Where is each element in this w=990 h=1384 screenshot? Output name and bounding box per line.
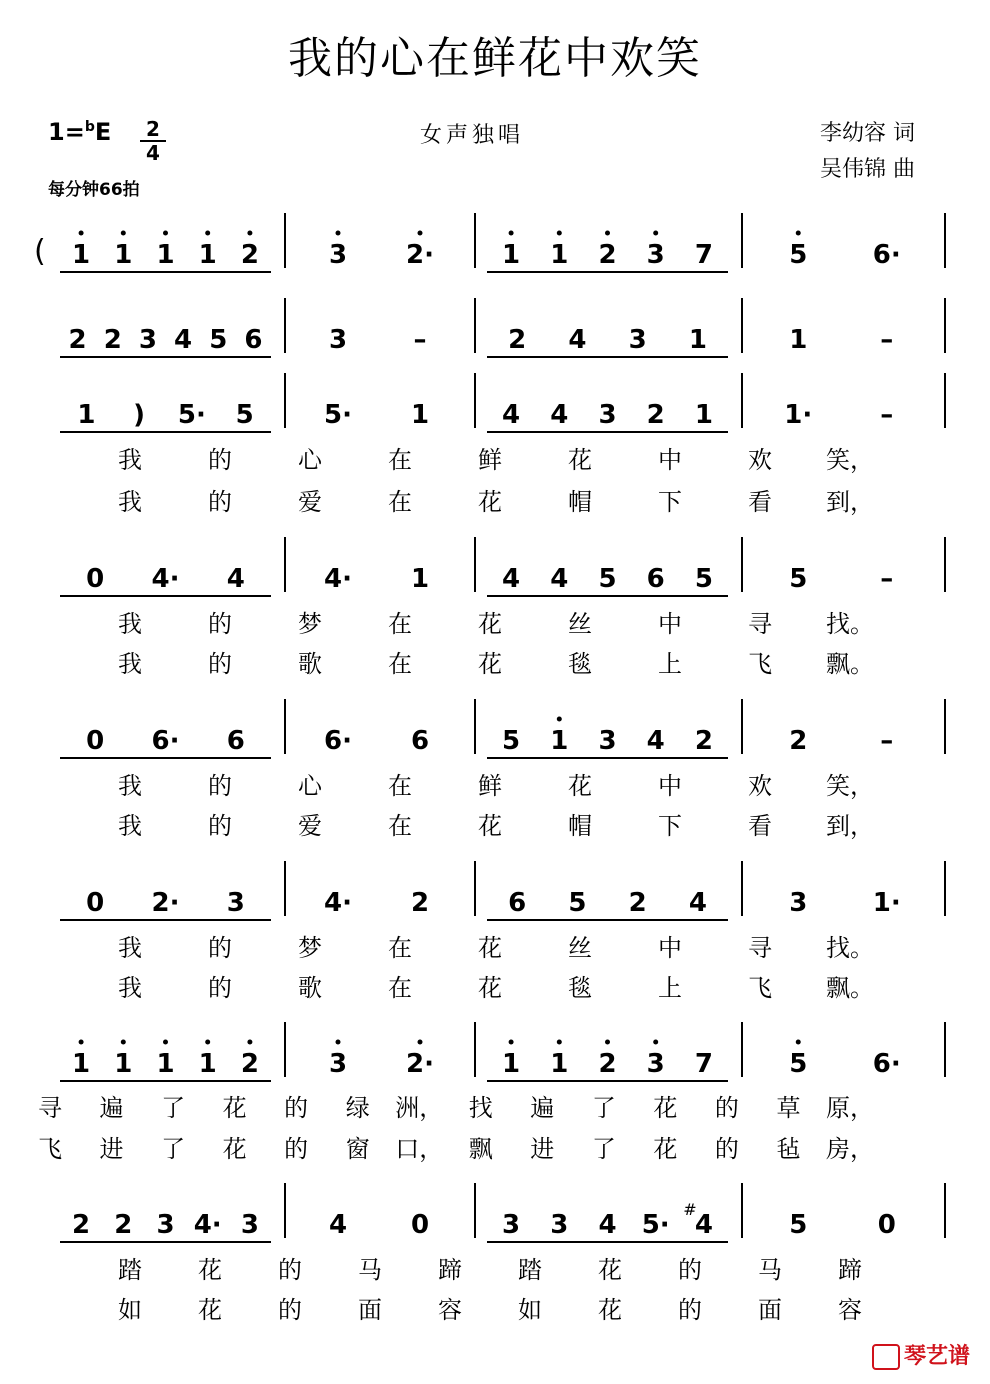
note: 1	[550, 240, 569, 270]
note: 4	[568, 325, 587, 355]
note: 2	[240, 1049, 259, 1079]
performance-note: 女声独唱	[420, 123, 525, 148]
note: 0	[86, 564, 105, 594]
note: 2	[598, 240, 617, 270]
octave-dot	[336, 231, 341, 236]
note: 5	[694, 564, 713, 594]
lyric-char: 洲，	[395, 1094, 444, 1122]
lyric-char: 在	[388, 610, 412, 638]
lyric-char: 花	[222, 1094, 247, 1122]
lyric-char: 我	[118, 650, 142, 678]
lyric-char: 歌	[298, 974, 322, 1002]
lyric-char: 的	[208, 650, 232, 678]
lyric-char: 在	[388, 446, 412, 474]
lyric-char: 容	[838, 1296, 862, 1324]
octave-dot	[605, 1040, 610, 1045]
lyric-char: 看	[748, 812, 772, 840]
logo-icon	[872, 1344, 900, 1370]
lyric-char: 心	[298, 446, 322, 474]
lyric-char: 在	[388, 934, 412, 962]
note: 3	[598, 400, 617, 430]
note: 2	[103, 325, 122, 355]
note: 4	[694, 1210, 713, 1240]
lyricist-credit: 李幼容 词	[820, 121, 915, 146]
lyric-char: 的	[278, 1256, 302, 1284]
lyric-char: 我	[118, 446, 142, 474]
note: 6·	[324, 726, 352, 756]
lyric-char: 口，	[395, 1135, 444, 1163]
octave-dot	[557, 1040, 562, 1045]
note: –	[880, 325, 894, 355]
lyric-char: 笑，	[826, 772, 874, 800]
lyric-char: 的	[284, 1094, 309, 1122]
lyric-char: 容	[438, 1296, 462, 1324]
note: 6	[226, 726, 245, 756]
lyric-char: 的	[714, 1094, 739, 1122]
note: –	[880, 400, 894, 430]
note: 1	[550, 726, 569, 756]
octave-dot	[121, 231, 126, 236]
lyric-char: 下	[658, 812, 682, 840]
lyric-char: 遍	[99, 1094, 124, 1122]
octave-dot	[418, 1040, 423, 1045]
lyric-char: 花	[478, 934, 502, 962]
note: 5	[502, 726, 521, 756]
lyric-char: 飞	[748, 974, 772, 1002]
note: 4·	[324, 888, 352, 918]
flat-sign: b	[84, 119, 95, 135]
note: 4	[646, 726, 665, 756]
octave-dot	[418, 231, 423, 236]
lyric-char: 找。	[826, 934, 874, 962]
note: 3	[646, 1049, 665, 1079]
note: 3	[138, 325, 157, 355]
lyric-char: 花	[598, 1296, 622, 1324]
note: 4	[688, 888, 707, 918]
octave-dot	[79, 1040, 84, 1045]
lyric-char: 飞	[748, 650, 772, 678]
lyric-char: 花	[478, 974, 502, 1002]
note: 4	[550, 400, 569, 430]
lyric-char: 进	[530, 1135, 555, 1163]
lyric-char: 飘。	[826, 650, 874, 678]
note: 3	[328, 1049, 348, 1079]
octave-dot	[247, 1040, 252, 1045]
note: 5	[209, 325, 228, 355]
note: 1	[694, 400, 713, 430]
lyric-char: 花	[598, 1256, 622, 1284]
lyric-char: 马	[758, 1256, 782, 1284]
lyric-char: 毯	[568, 974, 592, 1002]
note: 3	[328, 325, 348, 355]
lyric-char: 花	[653, 1135, 678, 1163]
lyric-char: 中	[658, 772, 682, 800]
note: 2	[410, 888, 430, 918]
note: 1	[156, 1049, 175, 1079]
octave-dot	[121, 1040, 126, 1045]
note: 1	[789, 325, 808, 355]
lyric-char: 我	[118, 772, 142, 800]
lyric-char: 毯	[568, 650, 592, 678]
lyric-char: 我	[118, 488, 142, 516]
lyric-char: 心	[298, 772, 322, 800]
open-paren: (	[34, 234, 46, 269]
site-logo	[872, 1339, 970, 1370]
tempo-marking: 每分钟66拍	[48, 180, 140, 200]
lyric-char: 马	[358, 1256, 382, 1284]
lyric-char: 的	[278, 1296, 302, 1324]
lyric-char: 找	[468, 1094, 493, 1122]
octave-dot	[205, 1040, 210, 1045]
octave-dot	[557, 717, 562, 722]
lyric-char: 进	[99, 1135, 124, 1163]
note: 1	[550, 1049, 569, 1079]
lyric-char: 看	[748, 488, 772, 516]
note: 5·	[324, 400, 352, 430]
note: 1·	[872, 888, 901, 918]
lyric-char: 在	[388, 488, 412, 516]
note: 1	[410, 400, 430, 430]
lyric-char: 丝	[568, 610, 592, 638]
note: 7	[694, 1049, 713, 1079]
note: 3	[789, 888, 808, 918]
note: 6	[646, 564, 665, 594]
key-prefix: 1=	[48, 118, 85, 146]
lyric-char: 寻	[748, 934, 772, 962]
note: 2·	[151, 888, 180, 918]
octave-dot	[509, 231, 514, 236]
lyric-char: 的	[208, 974, 232, 1002]
octave-dot	[653, 1040, 658, 1045]
note: 2·	[406, 240, 434, 270]
lyric-char: 爱	[298, 488, 322, 516]
lyric-char: 在	[388, 650, 412, 678]
note: 2	[694, 726, 713, 756]
lyric-char: 我	[118, 974, 142, 1002]
lyric-char: 的	[714, 1135, 739, 1163]
octave-dot	[336, 1040, 341, 1045]
note: 0	[410, 1210, 430, 1240]
note: 6·	[872, 240, 901, 270]
note: 3	[598, 726, 617, 756]
note: 4·	[193, 1210, 222, 1240]
note: 1	[502, 240, 521, 270]
note: 2	[68, 325, 87, 355]
note: 2	[114, 1210, 133, 1240]
lyric-char: 鲜	[478, 446, 502, 474]
lyric-char: 了	[161, 1135, 186, 1163]
lyric-char: 到，	[826, 488, 874, 516]
lyric-char: 丝	[568, 934, 592, 962]
note: 5	[235, 400, 254, 430]
octave-dot	[557, 231, 562, 236]
lyric-char: 飘	[468, 1135, 493, 1163]
note: 1	[502, 1049, 521, 1079]
octave-dot	[247, 231, 252, 236]
lyric-char: 毡	[776, 1135, 801, 1163]
lyric-char: 梦	[298, 610, 322, 638]
note: 5·	[177, 400, 206, 430]
lyric-char: 原，	[826, 1094, 874, 1122]
octave-dot	[796, 1040, 801, 1045]
lyric-char: 花	[478, 650, 502, 678]
note: 5	[789, 564, 808, 594]
lyric-char: 绿	[345, 1094, 370, 1122]
lyric-char: 的	[678, 1296, 702, 1324]
lyric-char: 帽	[568, 488, 592, 516]
lyric-char: 鲜	[478, 772, 502, 800]
time-signature-bottom: 4	[146, 141, 160, 165]
note: 3	[646, 240, 665, 270]
lyric-char: 我	[118, 934, 142, 962]
note: 1	[72, 240, 91, 270]
note: 6	[410, 726, 430, 756]
lyric-char: 了	[591, 1135, 616, 1163]
note: 0	[86, 726, 105, 756]
lyric-char: 在	[388, 772, 412, 800]
lyric-char: 蹄	[838, 1256, 862, 1284]
note: 4	[598, 1210, 617, 1240]
lyric-char: 花	[653, 1094, 678, 1122]
note: 5	[789, 1049, 808, 1079]
lyric-char: 飘。	[826, 974, 874, 1002]
note: –	[413, 325, 427, 355]
lyric-char: 房，	[826, 1135, 874, 1163]
key-note: E	[94, 118, 112, 146]
lyric-char: 到，	[826, 812, 874, 840]
note: 6	[508, 888, 527, 918]
note: 1	[198, 1049, 217, 1079]
note: 5·	[641, 1210, 670, 1240]
note: 4	[174, 325, 193, 355]
lyric-char: 下	[658, 488, 682, 516]
lyric-char: 在	[388, 974, 412, 1002]
lyric-char: 欢	[748, 446, 772, 474]
lyric-char: 花	[478, 812, 502, 840]
lyric-char: 面	[758, 1296, 782, 1324]
note: 3	[156, 1210, 175, 1240]
note: 3	[628, 325, 647, 355]
note: 1	[198, 240, 217, 270]
octave-dot	[163, 231, 168, 236]
note: 1	[72, 1049, 91, 1079]
lyric-char: 爱	[298, 812, 322, 840]
lyric-char: 帽	[568, 812, 592, 840]
note: 4	[502, 564, 521, 594]
note: 2	[598, 1049, 617, 1079]
note: 4	[226, 564, 245, 594]
note: –	[880, 564, 894, 594]
lyric-char: 遍	[530, 1094, 555, 1122]
lyric-char: 的	[208, 812, 232, 840]
lyric-char: 踏	[118, 1256, 142, 1284]
octave-dot	[79, 231, 84, 236]
note: 2	[508, 325, 527, 355]
sharp-sign: #	[683, 1200, 697, 1219]
note: 2	[628, 888, 647, 918]
lyric-char: 窗	[345, 1135, 370, 1163]
lyric-char: 草	[776, 1094, 801, 1122]
lyric-char: 的	[284, 1135, 309, 1163]
note: 0	[877, 1210, 896, 1240]
lyric-char: 如	[518, 1296, 542, 1324]
lyric-char: 寻	[748, 610, 772, 638]
note: 2·	[406, 1049, 434, 1079]
note: 5	[789, 240, 808, 270]
note: 3	[502, 1210, 521, 1240]
note: 5	[568, 888, 587, 918]
note: 3	[240, 1210, 259, 1240]
lyric-char: 飞	[38, 1135, 62, 1163]
lyric-char: 找。	[826, 610, 874, 638]
note: 0	[86, 888, 105, 918]
octave-dot	[796, 231, 801, 236]
note: 1	[114, 1049, 133, 1079]
lyric-char: 如	[118, 1296, 142, 1324]
note: 2	[789, 726, 808, 756]
octave-dot	[653, 231, 658, 236]
lyric-char: 在	[388, 812, 412, 840]
note: 6·	[872, 1049, 901, 1079]
note: 2	[646, 400, 665, 430]
note: 3	[328, 240, 348, 270]
lyric-char: 的	[208, 610, 232, 638]
lyric-char: 中	[658, 446, 682, 474]
octave-dot	[605, 231, 610, 236]
note: 4	[550, 564, 569, 594]
lyric-char: 的	[208, 772, 232, 800]
lyric-char: 蹄	[438, 1256, 462, 1284]
lyric-char: 了	[591, 1094, 616, 1122]
lyric-char: 踏	[518, 1256, 542, 1284]
octave-dot	[163, 1040, 168, 1045]
lyric-char: 寻	[38, 1094, 62, 1122]
note: 3	[226, 888, 245, 918]
note: 6·	[151, 726, 180, 756]
note: 1·	[784, 400, 813, 430]
note: 4	[328, 1210, 348, 1240]
note: 6	[244, 325, 263, 355]
note: 1	[114, 240, 133, 270]
lyric-char: 花	[198, 1296, 222, 1324]
lyric-char: 中	[658, 610, 682, 638]
lyric-char: 梦	[298, 934, 322, 962]
note: 1	[156, 240, 175, 270]
composer-credit: 吴伟锦 曲	[820, 157, 915, 182]
lyric-char: 的	[208, 446, 232, 474]
logo-text: 琴艺谱	[903, 1344, 970, 1369]
note: 2	[240, 240, 259, 270]
lyric-char: 花	[568, 772, 592, 800]
note: 2	[72, 1210, 91, 1240]
lyric-char: 的	[678, 1256, 702, 1284]
lyric-char: 笑，	[826, 446, 874, 474]
page-title: 我的心在鲜花中欢笑	[288, 33, 702, 84]
lyric-char: 花	[478, 488, 502, 516]
note: 5	[598, 564, 617, 594]
lyric-char: 歌	[298, 650, 322, 678]
lyric-char: 我	[118, 610, 142, 638]
lyric-char: 面	[358, 1296, 382, 1324]
note: )	[133, 400, 146, 430]
lyric-char: 的	[208, 488, 232, 516]
note: 4	[502, 400, 521, 430]
note: 1	[410, 564, 430, 594]
note: 4·	[324, 564, 352, 594]
lyric-char: 欢	[748, 772, 772, 800]
lyric-char: 中	[658, 934, 682, 962]
note: –	[880, 726, 894, 756]
note: 4·	[151, 564, 180, 594]
note: 5	[789, 1210, 808, 1240]
time-signature-top: 2	[140, 118, 166, 142]
octave-dot	[509, 1040, 514, 1045]
lyric-char: 花	[222, 1135, 247, 1163]
note: 1	[77, 400, 96, 430]
octave-dot	[205, 231, 210, 236]
note: 3	[550, 1210, 569, 1240]
lyric-char: 花	[478, 610, 502, 638]
note: 1	[688, 325, 707, 355]
lyric-char: 的	[208, 934, 232, 962]
lyric-char: 上	[658, 650, 682, 678]
lyric-char: 上	[658, 974, 682, 1002]
note: 7	[694, 240, 713, 270]
lyric-char: 花	[568, 446, 592, 474]
lyric-char: 我	[118, 812, 142, 840]
lyric-char: 花	[198, 1256, 222, 1284]
lyric-char: 了	[161, 1094, 186, 1122]
